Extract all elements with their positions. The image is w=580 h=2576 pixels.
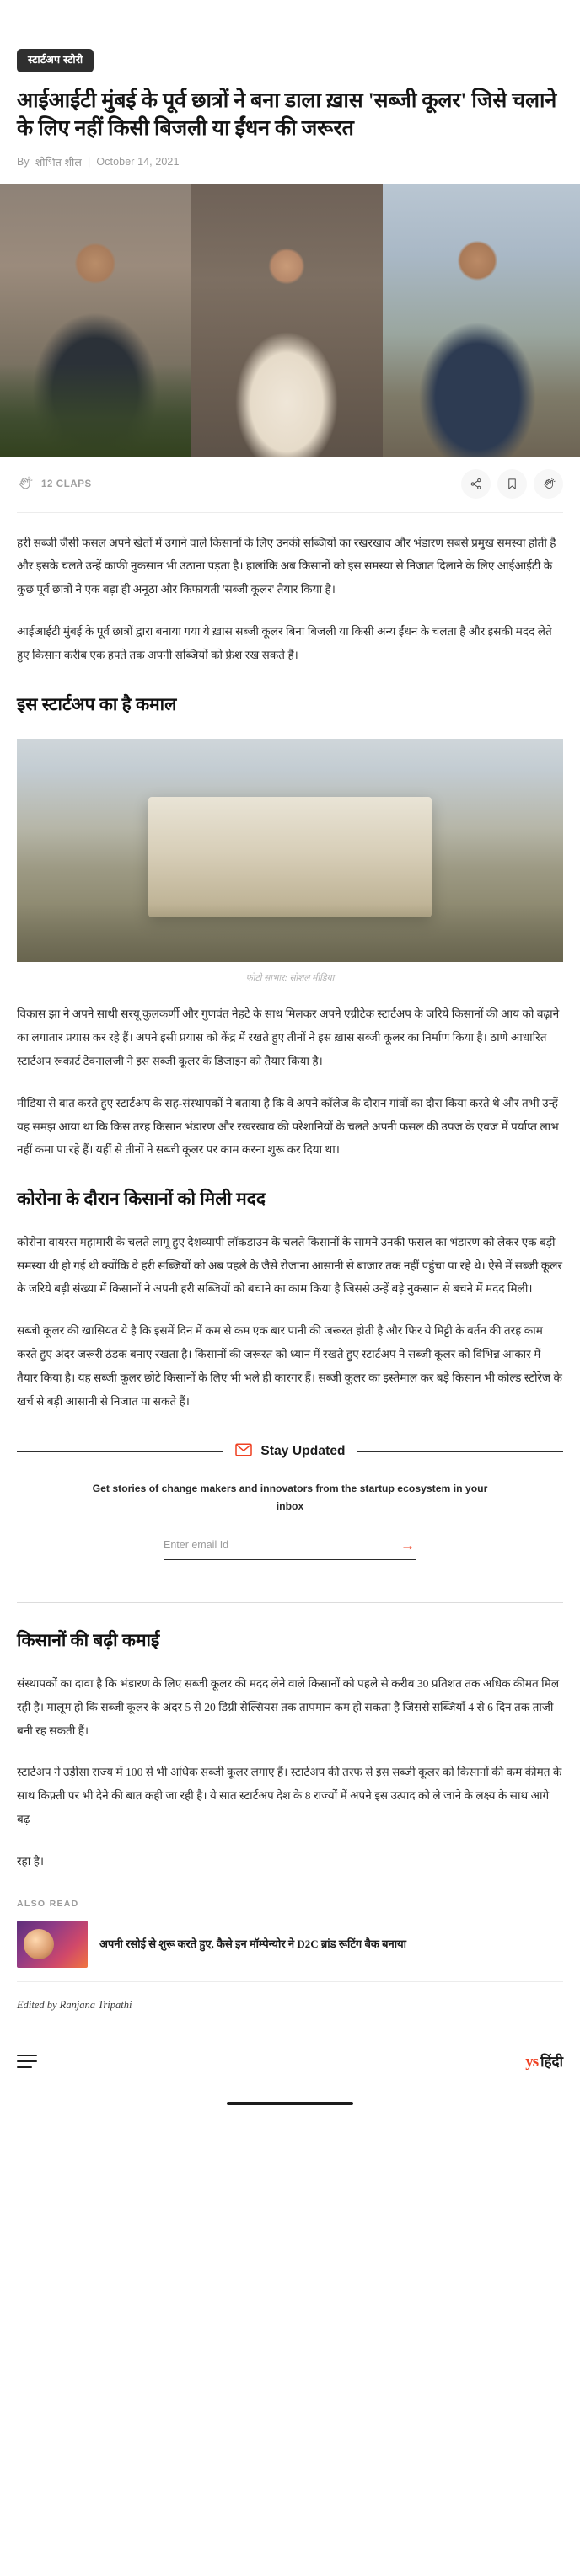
also-read-item[interactable] — [17, 1921, 563, 1981]
byline-prefix: By — [17, 156, 30, 168]
section-heading-2: कोरोना के दौरान किसानों को मिली मदद — [17, 1189, 266, 1210]
clap-action-icon[interactable] — [534, 469, 563, 499]
bookmark-icon[interactable] — [497, 469, 527, 499]
bottom-navigation — [0, 2034, 580, 2088]
newsletter-title: Stay Updated — [260, 1444, 346, 1459]
paragraph-9: रहा है। — [17, 1854, 45, 1868]
newsletter-form — [164, 1537, 416, 1560]
newsletter-subtitle: Get stories of change makers and innovators from the startup ecosystem in your inbox — [92, 1482, 488, 1513]
clap-icon — [17, 476, 33, 492]
inline-figure — [17, 739, 563, 984]
claps-count: 12 CLAPS — [41, 478, 92, 489]
article-thumbnail — [17, 1921, 88, 1968]
paragraph-2: आईआईटी मुंबई के पूर्व छात्रों द्वारा बनाया गया ये ख़ास सब्जी कूलर बिना बिजली या किसी अन्य ईंधन के चलता है और इसकी मदद लेते हुए किसान करीब एक हफ्ते तक अपनी सब्जियों को फ़्रेश रख सकते हैं। — [17, 625, 552, 661]
paragraph-7: संस्थापकों का दावा है कि भंडारण के लिए सब्जी कूलर की मदद लेने वाले किसानों को पहले से करीब 30 प्रतिशत तक अधिक कीमत मिल रही है। मालूम हो कि सब्जी कूलर के अंदर 5 से 20 डिग्री सेल्सियस तक तापमान कम हो सकता है जिससे सब्जियाँ 4 से 6 दिन तक ताजी बनी रह सकती हैं। — [17, 1676, 560, 1737]
section-heading-1: इस स्टार्टअप का है कमाल — [17, 693, 177, 714]
hero-photo-founder-1 — [0, 184, 191, 457]
brand-logo[interactable] — [525, 2051, 563, 2071]
hero-photo-founder-3 — [383, 184, 580, 457]
paragraph-6: सब्जी कूलर की खासियत ये है कि इसमें दिन में कम से कम एक बार पानी की जरूरत होती है और फिर ये मिट्टी के बर्तन की तरह काम करते हुए अंदर जरूरी ठंडक बनाए रखता है। किसानों की जरूरत को ध्यान में रखते हुए स्टार्टअप ने सब्जी कूलर को विभिन्न आकार में तैयार किया है। यह सब्जी कूलर छोटे किसानों के लिए भी भले ही कारगर हैं। सब्जी कूलर का इस्तेमाल कर बड़े किसान भी कोल्ड स्टोरेज के खर्च से बड़ी आसानी से निजात पा सकते हैं। — [17, 1324, 562, 1408]
edited-by: Edited by Ranjana Tripathi — [17, 1998, 132, 2011]
envelope-icon — [234, 1442, 253, 1462]
divider-newsletter — [17, 1602, 563, 1603]
paragraph-4: मीडिया से बात करते हुए स्टार्टअप के सह-संस्थापकों ने बताया है कि वे अपने कॉलेज के दौरान गांवों का दौरा किया करते थे और तभी उन्हें यह समझ आया था कि किस तरह किसान भंडारण और रखरखाव की परेशानियों के चलते अपनी फसल की उपज के एवज में पर्याप्त लाभ नहीं कमा पा रहे हैं। यहीं से तीनों ने सब्जी कूलर पर काम करना शुरू कर दिया था। — [17, 1096, 559, 1157]
article-header — [0, 0, 580, 169]
home-indicator-area — [0, 2088, 580, 2119]
publish-date: October 14, 2021 — [96, 156, 180, 168]
also-read-section — [0, 1899, 580, 1981]
figure-image — [17, 739, 563, 962]
divider-top — [17, 512, 563, 513]
divider-left — [17, 1451, 223, 1452]
article-body-continued — [0, 1628, 580, 1873]
brand-mark: ys — [525, 2052, 539, 2071]
email-input[interactable] — [164, 1537, 357, 1553]
figure-caption: फोटो साभार: सोशल मीडिया — [245, 974, 335, 984]
paragraph-8: स्टार्टअप ने उड़ीसा राज्य में 100 से भी अधिक सब्जी कूलर लगाए हैं। स्टार्टअप की तरफ से इस सब्जी कूलर को किसानों की कम कीमत के साथ किफ़्ती पर भी देने की बात कही जा रही है। ये सात स्टार्टअप देश के 8 राज्यों में अपने इस उत्पाद को ले जाने के लक्ष्य के साथ आगे बढ़ — [17, 1766, 562, 1826]
home-indicator — [227, 2102, 353, 2105]
category-tag[interactable]: स्टार्टअप स्टोरी — [17, 49, 94, 72]
article-body — [0, 532, 580, 1414]
share-icon[interactable] — [461, 469, 491, 499]
hero-photo-founder-2 — [191, 184, 383, 457]
engagement-bar — [0, 457, 580, 512]
byline — [17, 155, 563, 169]
social-actions — [461, 469, 563, 499]
arrow-right-icon[interactable]: → — [400, 1537, 415, 1553]
paragraph-1: हरी सब्जी जैसी फसल अपने खेतों में उगाने वाले किसानों के लिए उनकी सब्जियों का रखरखाव और भंडारण सबसे प्रमुख समस्या होती है और इसके चलते उन्हें काफी नुकसान भी उठाना पड़ता है। हालांकि अब किसानों को इस समस्या से निजात दिलाने के लिए आईआईटी के कुछ पूर्व छात्रों ने एक बड़ा ही अनूठा और किफायती 'सब्जी कूलर' तैयार किया है। — [17, 536, 556, 596]
page-title: आईआईटी मुंबई के पूर्व छात्रों ने बना डाला ख़ास 'सब्जी कूलर' जिसे चलाने के लिए नहीं किसी बिजली या ईंधन की जरूरत — [17, 88, 557, 140]
also-read-label: ALSO READ — [17, 1898, 79, 1909]
paragraph-3: विकास झा ने अपने साथी सरयू कुलकर्णी और गुणवंत नेहटे के साथ मिलकर अपने एग्रीटेक स्टार्टअप के जरिये किसानों की आय को बढ़ाने का लगातार प्रयास कर रहे हैं। अपने इसी प्रयास को केंद्र में रखते हुए तीनों ने इस ख़ास सब्जी कूलर का निर्माण किया है। ठाणे आधारित स्टार्टअप रूकार्ट टेक्नालजी ने इस सब्जी कूलर के डिजाइन को तैयार किया है। — [17, 1007, 560, 1067]
hamburger-menu-icon[interactable] — [17, 2055, 37, 2068]
divider-right — [357, 1451, 563, 1452]
byline-separator: | — [87, 156, 91, 168]
newsletter-signup — [0, 1442, 580, 1583]
hero-image — [0, 184, 580, 457]
claps-control[interactable] — [17, 476, 92, 492]
paragraph-5: कोरोना वायरस महामारी के चलते लागू हुए देशव्यापी लॉकडाउन के चलते किसानों के सामने उनकी फसल का भंडारण को लेकर एक बड़ी समस्या थी हो गई थी क्योंकि वे हरी सब्जियों को अब पहले के जैसे रोजाना आसानी से बाजार तक नहीं पहुंचा पा रहे थे। ऐसे में सब्जी कूलर के जरिये बड़ी संख्या में किसानों ने अपनी हरी सब्जियों को बचाने का काम किया है जिससे उन्हें बड़े नुकसान से बचने में मदद मिली। — [17, 1235, 563, 1296]
section-heading-3: किसानों की बढ़ी कमाई — [17, 1630, 160, 1651]
brand-name: हिंदी — [540, 2053, 563, 2070]
also-read-title[interactable]: अपनी रसोई से शुरू करते हुए, कैसे इन मॉम्पेन्योर ने D2C ब्रांड रूटिंग बैक बनाया — [99, 1937, 407, 1950]
newsletter-header — [17, 1442, 563, 1462]
author-name[interactable]: शोभित शील — [35, 156, 82, 168]
